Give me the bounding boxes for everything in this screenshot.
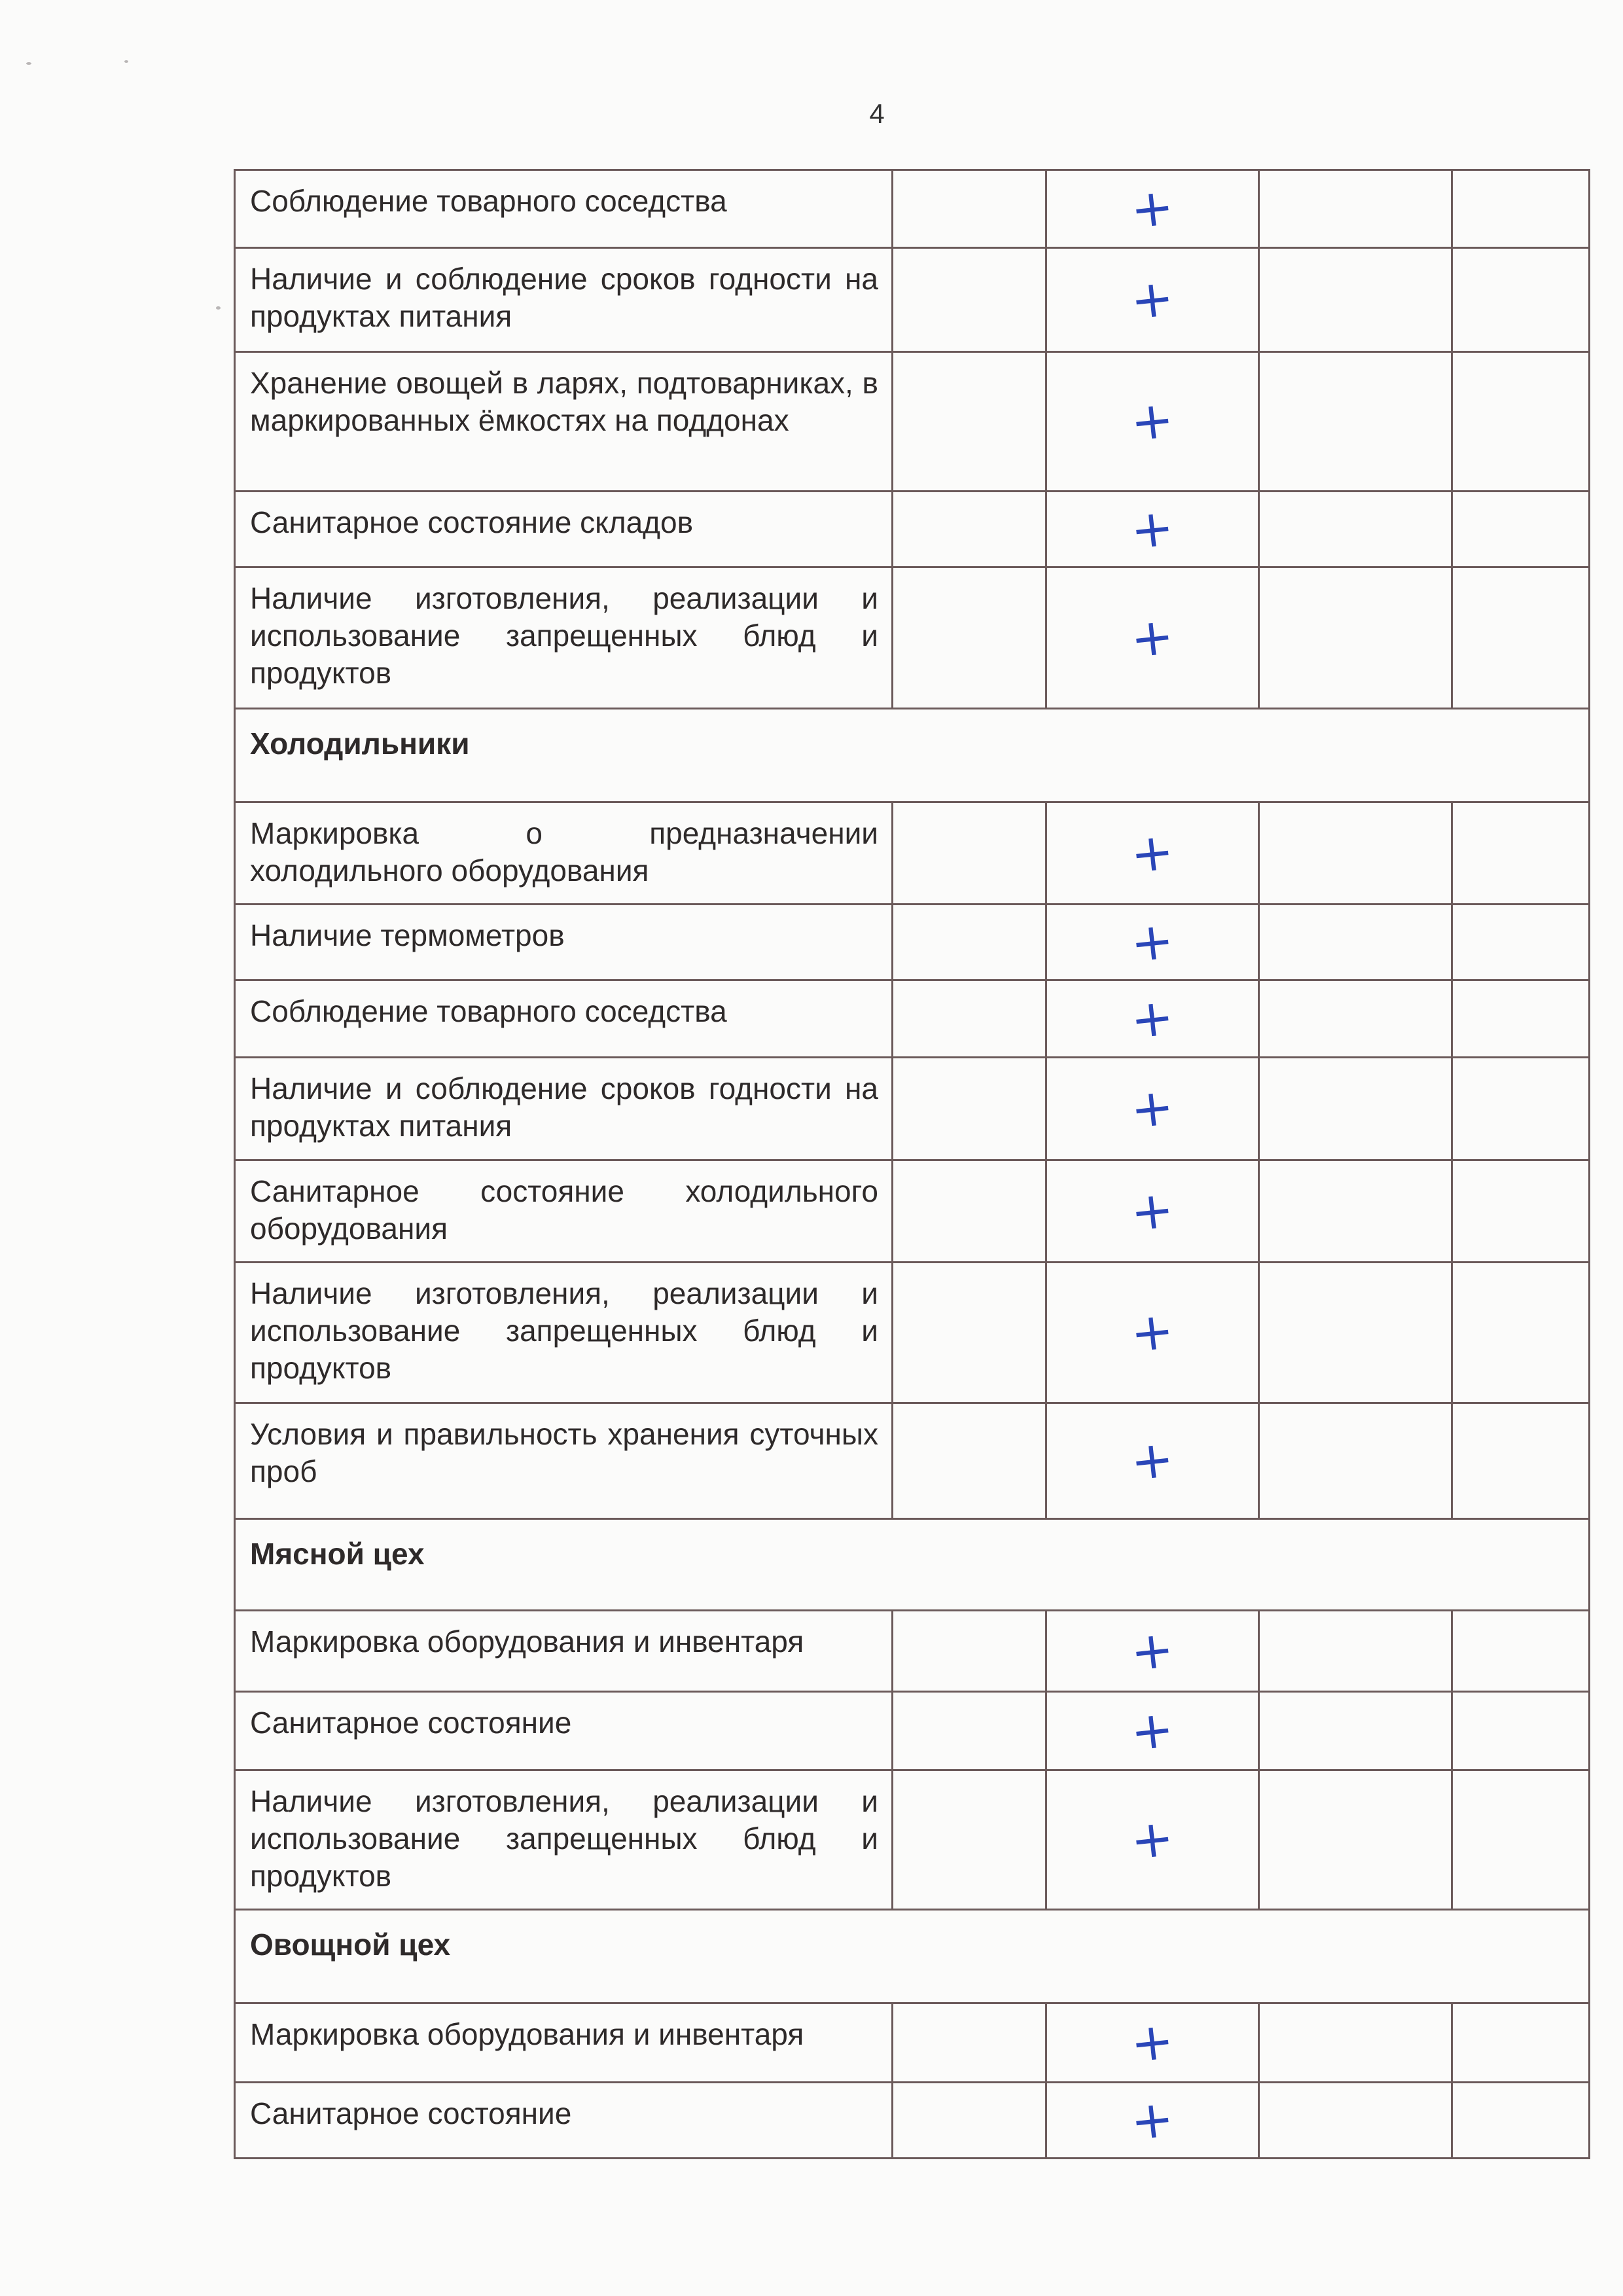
empty-cell xyxy=(1259,492,1452,567)
empty-cell xyxy=(893,492,1046,567)
section-heading: Холодильники xyxy=(235,709,1590,802)
criterion-cell: Наличие и соблюдение сроков годности на продуктах питания xyxy=(235,248,893,352)
mark-cell xyxy=(1046,567,1259,709)
inspection-checklist-table xyxy=(234,169,1590,2159)
plus-mark: + xyxy=(1128,910,1177,974)
empty-cell xyxy=(1452,1263,1590,1403)
plus-mark: + xyxy=(1128,2011,1177,2075)
table-row xyxy=(235,170,1590,248)
section-heading: Мясной цех xyxy=(235,1519,1590,1611)
empty-cell xyxy=(1452,170,1590,248)
empty-cell xyxy=(1452,567,1590,709)
mark-cell xyxy=(1046,1770,1259,1910)
criterion-cell: Наличие изготовления, реализации и использование запрещенных блюд и продуктов xyxy=(235,1263,893,1403)
plus-mark: + xyxy=(1128,606,1177,670)
table-row xyxy=(235,492,1590,567)
empty-cell xyxy=(1259,980,1452,1058)
empty-cell xyxy=(893,905,1046,980)
table-row xyxy=(235,1403,1590,1519)
empty-cell xyxy=(1259,1160,1452,1263)
mark-cell xyxy=(1046,2083,1259,2159)
plus-mark: + xyxy=(1128,1077,1177,1141)
plus-mark: + xyxy=(1128,1179,1177,1243)
mark-cell xyxy=(1046,802,1259,905)
table-row xyxy=(235,2083,1590,2159)
criterion-cell: Маркировка оборудования и инвентаря xyxy=(235,2003,893,2083)
scan-speck xyxy=(216,306,221,310)
empty-cell xyxy=(1452,1770,1590,1910)
plus-mark: + xyxy=(1128,497,1177,561)
criterion-cell: Наличие термометров xyxy=(235,905,893,980)
mark-cell xyxy=(1046,1403,1259,1519)
page-number: 4 xyxy=(869,98,885,129)
empty-cell xyxy=(893,1058,1046,1160)
empty-cell xyxy=(893,1263,1046,1403)
empty-cell xyxy=(1259,567,1452,709)
scan-speck xyxy=(124,60,128,63)
table-row xyxy=(235,905,1590,980)
table-row xyxy=(235,352,1590,492)
criterion-cell: Санитарное состояние xyxy=(235,1692,893,1770)
plus-mark: + xyxy=(1128,389,1177,454)
empty-cell xyxy=(893,170,1046,248)
empty-cell xyxy=(1452,802,1590,905)
empty-cell xyxy=(893,567,1046,709)
empty-cell xyxy=(893,1403,1046,1519)
plus-mark: + xyxy=(1128,177,1177,241)
table-row xyxy=(235,802,1590,905)
empty-cell xyxy=(1259,1403,1452,1519)
criterion-cell: Наличие изготовления, реализации и использование запрещенных блюд и продуктов xyxy=(235,567,893,709)
section-row xyxy=(235,1910,1590,2003)
empty-cell xyxy=(893,248,1046,352)
criterion-cell: Санитарное состояние складов xyxy=(235,492,893,567)
criterion-cell: Соблюдение товарного соседства xyxy=(235,980,893,1058)
plus-mark: + xyxy=(1128,1808,1177,1872)
empty-cell xyxy=(1259,1058,1452,1160)
plus-mark: + xyxy=(1128,821,1177,885)
empty-cell xyxy=(1259,802,1452,905)
plus-mark: + xyxy=(1128,987,1177,1050)
empty-cell xyxy=(1259,2003,1452,2083)
plus-mark: + xyxy=(1128,1699,1177,1763)
table-row xyxy=(235,980,1590,1058)
section-row xyxy=(235,1519,1590,1611)
mark-cell xyxy=(1046,1263,1259,1403)
empty-cell xyxy=(1452,905,1590,980)
table-row xyxy=(235,1160,1590,1263)
empty-cell xyxy=(893,980,1046,1058)
scan-speck xyxy=(26,62,31,65)
criterion-cell: Наличие и соблюдение сроков годности на продуктах питания xyxy=(235,1058,893,1160)
empty-cell xyxy=(1259,1770,1452,1910)
empty-cell xyxy=(1452,1692,1590,1770)
empty-cell xyxy=(893,1692,1046,1770)
empty-cell xyxy=(1452,1058,1590,1160)
plus-mark: + xyxy=(1128,268,1177,332)
mark-cell xyxy=(1046,1611,1259,1692)
empty-cell xyxy=(1259,248,1452,352)
empty-cell xyxy=(893,2003,1046,2083)
table-row xyxy=(235,1611,1590,1692)
table-row xyxy=(235,248,1590,352)
criterion-cell: Санитарное состояние холодильного оборудования xyxy=(235,1160,893,1263)
empty-cell xyxy=(1259,905,1452,980)
empty-cell xyxy=(1452,1160,1590,1263)
mark-cell xyxy=(1046,170,1259,248)
table-row xyxy=(235,2003,1590,2083)
plus-mark: + xyxy=(1128,1429,1177,1493)
table-row xyxy=(235,1692,1590,1770)
mark-cell xyxy=(1046,905,1259,980)
empty-cell xyxy=(1452,248,1590,352)
empty-cell xyxy=(1259,170,1452,248)
empty-cell xyxy=(893,1770,1046,1910)
mark-cell xyxy=(1046,1160,1259,1263)
empty-cell xyxy=(893,802,1046,905)
empty-cell xyxy=(1452,1611,1590,1692)
criterion-cell: Маркировка оборудования и инвентаря xyxy=(235,1611,893,1692)
mark-cell xyxy=(1046,980,1259,1058)
criterion-cell: Санитарное состояние xyxy=(235,2083,893,2159)
mark-cell xyxy=(1046,248,1259,352)
empty-cell xyxy=(1452,1403,1590,1519)
criterion-cell: Хранение овощей в ларях, подтоварниках, в маркированных ёмкостях на поддонах xyxy=(235,352,893,492)
mark-cell xyxy=(1046,1058,1259,1160)
criterion-cell: Маркировка о предназначении холодильного оборудования xyxy=(235,802,893,905)
empty-cell xyxy=(1452,352,1590,492)
mark-cell xyxy=(1046,2003,1259,2083)
empty-cell xyxy=(893,352,1046,492)
empty-cell xyxy=(893,1160,1046,1263)
empty-cell xyxy=(1259,1692,1452,1770)
empty-cell xyxy=(1259,2083,1452,2159)
table-row xyxy=(235,1263,1590,1403)
table-row xyxy=(235,1058,1590,1160)
empty-cell xyxy=(1259,1611,1452,1692)
empty-cell xyxy=(1259,1263,1452,1403)
section-row xyxy=(235,709,1590,802)
empty-cell xyxy=(893,1611,1046,1692)
mark-cell xyxy=(1046,1692,1259,1770)
plus-mark: + xyxy=(1128,1300,1177,1365)
empty-cell xyxy=(1452,2083,1590,2159)
criterion-cell: Условия и правильность хранения суточных проб xyxy=(235,1403,893,1519)
empty-cell xyxy=(1452,2003,1590,2083)
empty-cell xyxy=(1452,492,1590,567)
table-row xyxy=(235,1770,1590,1910)
mark-cell xyxy=(1046,352,1259,492)
table-row xyxy=(235,567,1590,709)
criterion-cell: Наличие изготовления, реализации и использование запрещенных блюд и продуктов xyxy=(235,1770,893,1910)
section-heading: Овощной цех xyxy=(235,1910,1590,2003)
criterion-cell: Соблюдение товарного соседства xyxy=(235,170,893,248)
empty-cell xyxy=(1452,980,1590,1058)
plus-mark: + xyxy=(1128,1619,1177,1683)
empty-cell xyxy=(1259,352,1452,492)
mark-cell xyxy=(1046,492,1259,567)
plus-mark: + xyxy=(1128,2089,1177,2152)
empty-cell xyxy=(893,2083,1046,2159)
